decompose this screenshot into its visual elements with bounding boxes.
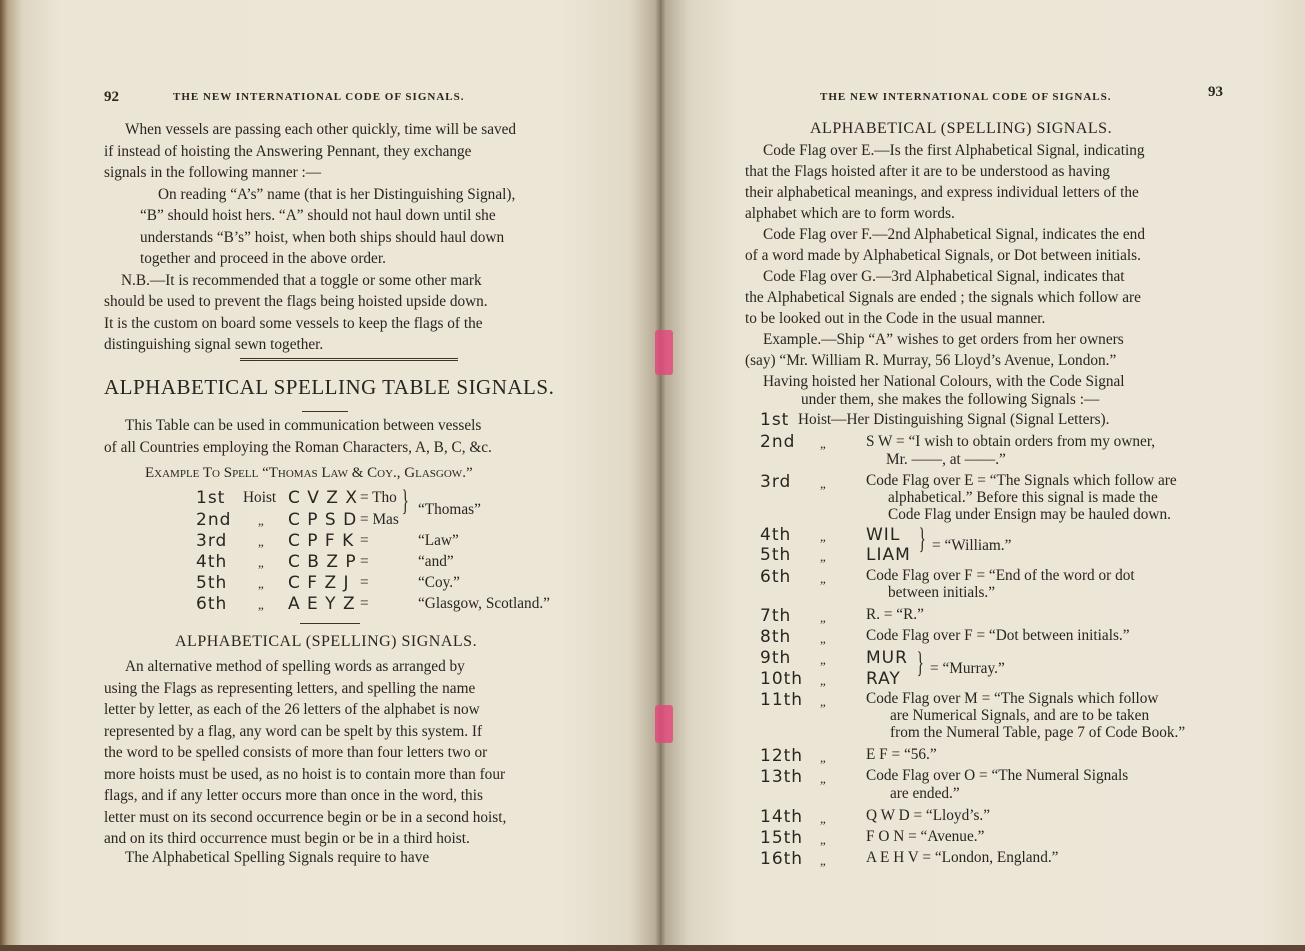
hoist-ordinal: 15th — [760, 828, 804, 848]
hoist-meaning: “and” — [418, 553, 454, 570]
ditto-mark: „ — [820, 610, 826, 625]
example-line: Having hoisted her National Colours, with the Code Signal — [763, 373, 1125, 390]
hoist-ordinal: 2nd — [196, 510, 232, 530]
ditto-mark: „ — [820, 436, 826, 451]
hoist-text: E F = “56.” — [866, 746, 937, 763]
binding-mark — [655, 705, 673, 743]
intro-line: When vessels are passing each other quickly, time will be saved — [125, 121, 517, 138]
hoist-letters: A E Y Z — [288, 594, 356, 614]
hoist-ordinal: 3rd — [760, 472, 792, 492]
ditto-mark: „ — [820, 771, 826, 786]
hoist-ordinal: 4th — [760, 525, 792, 545]
closing-line: the word to be spelled consists of more than four letters two or — [104, 744, 488, 761]
hoist-ordinal: 1st — [760, 410, 790, 430]
note-line: should be used to prevent the flags being hoisted upside down. — [104, 293, 488, 310]
ditto-mark: „ — [820, 853, 826, 868]
hoist-letters: MUR — [866, 648, 908, 668]
para-line: Code Flag over E.—Is the first Alphabetical Signal, indicating — [763, 142, 1145, 159]
hoist-letters: C P S D — [288, 510, 358, 530]
para-line: Code Flag over G.—3rd Alphabetical Signal, indicates that — [763, 268, 1125, 285]
hoist-text: F O N = “Avenue.” — [866, 828, 985, 845]
page-title-right: ALPHABETICAL (SPELLING) SIGNALS. — [810, 120, 1113, 137]
hoist-letters: C F Z J — [288, 573, 350, 593]
note-line: distinguishing signal sewn together. — [104, 336, 324, 353]
ditto-mark: „ — [820, 476, 826, 491]
hoist-text: Hoist—Her Distinguishing Signal (Signal Letters). — [798, 411, 1110, 428]
hoist-ordinal: 6th — [196, 594, 228, 614]
ditto-mark: „ — [820, 652, 826, 667]
hoist-text: Code Flag over O = “The Numeral Signals — [866, 767, 1129, 784]
example-heading: Example To Spell “Thomas Law & Coy., Glasgow.” — [145, 465, 473, 481]
hoist-letters: LIAM — [866, 545, 911, 565]
closing-line: An alternative method of spelling words as arranged by — [125, 658, 465, 675]
brace: } — [918, 522, 926, 555]
hoist-equals: = — [360, 532, 369, 549]
hoist-ordinal: 8th — [760, 627, 792, 647]
hoist-text: R. = “R.” — [866, 606, 924, 623]
ditto-mark: „ — [258, 597, 264, 612]
para-line: the Alphabetical Signals are ended ; the signals which follow are — [745, 289, 1141, 306]
hoist-equals: = Tho — [360, 489, 397, 506]
hoist-text: S W = “I wish to obtain orders from my owner, — [866, 433, 1156, 450]
hoist-ordinal: 16th — [760, 849, 804, 869]
ditto-mark: „ — [820, 549, 826, 564]
hoist-letters: C B Z P — [288, 552, 357, 572]
right-page — [660, 0, 1305, 945]
intro-line: signals in the following manner :— — [104, 164, 322, 181]
closing-line: letter by letter, as each of the 26 letters of the alphabet is now — [104, 701, 480, 718]
binding-mark — [655, 330, 673, 375]
table-intro-line: This Table can be used in communication between vessels — [125, 417, 482, 434]
hoist-continuation: alphabetical.” Before this signal is made the — [888, 489, 1158, 506]
brace: } — [401, 484, 409, 517]
hoist-ordinal: 5th — [760, 545, 792, 565]
ditto-mark: „ — [820, 673, 826, 688]
table-intro-line: of all Countries employing the Roman Characters, A, B, C, &c. — [104, 439, 492, 456]
hoist-text: Code Flag over M = “The Signals which follow — [866, 690, 1159, 707]
example-line: Example.—Ship “A” wishes to get orders from her owners — [763, 331, 1124, 348]
hoist-ordinal: 9th — [760, 648, 792, 668]
hoist-text: A E H V = “London, England.” — [866, 849, 1059, 866]
ditto-mark: „ — [258, 513, 264, 528]
hoist-meaning: “Law” — [418, 532, 459, 549]
subsection-title: ALPHABETICAL (SPELLING) SIGNALS. — [175, 633, 478, 650]
closing-line: letter must on its second occurrence begin or be in a second hoist, — [104, 809, 507, 826]
hoist-text: Code Flag over E = “The Signals which follow are — [866, 472, 1177, 489]
hoist-ordinal: 11th — [760, 690, 804, 710]
ditto-mark: „ — [820, 694, 826, 709]
para-line: alphabet which are to form words. — [745, 205, 955, 222]
hoist-continuation: are Numerical Signals, and are to be taken — [890, 707, 1150, 724]
closing-line: and on its third occurrence must begin or be in a third hoist. — [104, 830, 470, 847]
hoist-ordinal: 3rd — [196, 531, 228, 551]
hoist-ordinal: 4th — [196, 552, 228, 572]
para-line: their alphabetical meanings, and express individual letters of the — [745, 184, 1139, 201]
hoist-letters: C V Z X — [288, 488, 359, 508]
hoist-equals: = — [360, 553, 369, 570]
para-line: Code Flag over F.—2nd Alphabetical Signal, indicates the end — [763, 226, 1145, 243]
para-line: that the Flags hoisted after it are to be understood as having — [745, 163, 1110, 180]
hoist-ordinal: 5th — [196, 573, 228, 593]
hoist-ordinal: 14th — [760, 807, 804, 827]
william-label: = “William.” — [932, 537, 1012, 554]
para-line: of a word made by Alphabetical Signals, or Dot between initials. — [745, 247, 1141, 264]
hoist-ordinal: 13th — [760, 767, 804, 787]
hoist-continuation: between initials.” — [888, 584, 996, 601]
hoist-text: Code Flag over F = “End of the word or dot — [866, 567, 1135, 584]
hoist-ordinal: 1st — [196, 488, 226, 508]
hoist-ordinal: 12th — [760, 746, 804, 766]
intro-line: if instead of hoisting the Answering Pennant, they exchange — [104, 143, 472, 160]
ditto-mark: „ — [820, 571, 826, 586]
intro-line: together and proceed in the above order. — [140, 250, 386, 267]
note-line: It is the custom on board some vessels to keep the flags of the — [104, 315, 483, 332]
hoist-ordinal: 10th — [760, 669, 804, 689]
hoist-letters: C P F K — [288, 531, 355, 551]
hoist-continuation: from the Numeral Table, page 7 of Code Book.” — [890, 724, 1186, 741]
brace: } — [916, 646, 924, 679]
running-head-left: THE NEW INTERNATIONAL CODE OF SIGNALS. — [173, 91, 465, 103]
para-line: to be looked out in the Code in the usual manner. — [745, 310, 1046, 327]
ditto-mark: „ — [820, 750, 826, 765]
ditto-mark: „ — [820, 832, 826, 847]
ditto-mark: „ — [258, 555, 264, 570]
hoist-ordinal: 2nd — [760, 432, 796, 452]
example-line: under them, she makes the following Signals :— — [801, 391, 1100, 408]
intro-line: “B” should hoist hers. “A” should not haul down until she — [140, 207, 496, 224]
hoist-meaning: “Glasgow, Scotland.” — [418, 595, 550, 612]
hoist-letters: WIL — [866, 525, 901, 545]
closing-line: flags, and if any letter occurs more than once in the word, this — [104, 787, 483, 804]
short-rule — [302, 411, 348, 412]
short-rule — [300, 623, 360, 624]
hoist-continuation: are ended.” — [890, 785, 960, 802]
hoist-equals: = Mas — [360, 511, 399, 528]
closing-line: more hoists must be used, as no hoist is to contain more than four — [104, 766, 506, 783]
page-number-left: 92 — [104, 89, 119, 105]
murray-label: = “Murray.” — [930, 660, 1005, 677]
thomas-label: “Thomas” — [418, 501, 481, 518]
hoist-continuation: Mr. ——, at ——.” — [886, 451, 1006, 468]
hoist-continuation: Code Flag under Ensign may be hauled down. — [888, 506, 1171, 523]
closing-line: represented by a flag, any word can be spelt by this system. If — [104, 723, 483, 740]
running-head-right: THE NEW INTERNATIONAL CODE OF SIGNALS. — [820, 91, 1112, 103]
ditto-mark: „ — [820, 631, 826, 646]
ditto-mark: „ — [820, 529, 826, 544]
hoist-word: Hoist — [243, 489, 277, 506]
hoist-letters: RAY — [866, 669, 901, 689]
hoist-ordinal: 7th — [760, 606, 792, 626]
double-rule — [240, 358, 458, 361]
intro-line: On reading “A’s” name (that is her Distinguishing Signal), — [158, 186, 516, 203]
note-line: N.B.—It is recommended that a toggle or some other mark — [121, 272, 482, 289]
hoist-equals: = — [360, 574, 369, 591]
intro-line: understands “B’s” hoist, when both ships should haul down — [140, 229, 505, 246]
hoist-meaning: “Coy.” — [418, 574, 460, 591]
example-line: (say) “Mr. William R. Murray, 56 Lloyd’s Avenue, London.” — [745, 352, 1117, 369]
hoist-text: Q W D = “Lloyd’s.” — [866, 807, 991, 824]
closing-line: The Alphabetical Spelling Signals require to have — [125, 849, 430, 866]
ditto-mark: „ — [258, 576, 264, 591]
closing-line: using the Flags as representing letters, and spelling the name — [104, 680, 476, 697]
hoist-ordinal: 6th — [760, 567, 792, 587]
ditto-mark: „ — [258, 534, 264, 549]
hoist-equals: = — [360, 595, 369, 612]
section-title: ALPHABETICAL SPELLING TABLE SIGNALS. — [104, 375, 555, 399]
page-number-right: 93 — [1208, 84, 1223, 100]
ditto-mark: „ — [820, 811, 826, 826]
hoist-text: Code Flag over F = “Dot between initials.” — [866, 627, 1130, 644]
